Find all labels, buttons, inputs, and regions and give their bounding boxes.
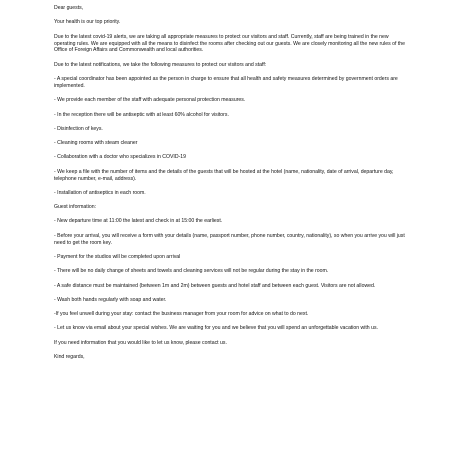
- sign-off: Kind regards,: [54, 354, 85, 361]
- closing-note: If you need information that you would like to let us know, please contact us.: [54, 339, 227, 346]
- priority-statement: Your health is our top priority.: [54, 19, 121, 26]
- measures-intro: Due to the latest notifications, we take the following measures to protect our visitors and staff:: [54, 61, 267, 68]
- guest-info-item: - Before your arrival, you will receive a form with your details (name, passport number, phone number, country, nationality), so when you arrive you will just need to get the room key.: [54, 232, 405, 246]
- measure-item: - A special coordinator has been appointed as the person in charge to ensure that all health and safety measures determined by government orders are implemented.: [54, 76, 398, 89]
- guest-info-item: - Wash both hands regularly with soap and water.: [54, 296, 167, 303]
- guest-info-item: - Payment for the studios will be completed upon arrival: [54, 253, 181, 260]
- measure-item: - In the reception there will be antiseptic with at least 60% alcohol for visitors.: [54, 111, 229, 118]
- measure-item: - Installation of antiseptics in each room.: [54, 189, 146, 196]
- guest-info-item: - There will be no daily change of sheets and towels and cleaning services will not be regular during the stay in the room.: [54, 268, 329, 275]
- measure-item: - We provide each member of the staff with adequate personal protection measures.: [54, 97, 246, 104]
- measure-item: - Disinfection of keys.: [54, 125, 103, 132]
- letter-body: [54, 5, 406, 368]
- salutation: Dear guests,: [54, 5, 84, 11]
- guest-info-item: - New departure time at 11:00 the latest and check in at 15:00 the earliest.: [54, 218, 223, 225]
- guest-info-item: - A safe distance must be maintained (between 1m and 2m) between guests and hotel staff and between each guest. Visitors are not allowed.: [54, 282, 376, 289]
- measure-item: - We keep a file with the number of items and the details of the guests that will be hosted at the hotel (name, nationality, date of arrival, departure day, telephone number, e-mail, address).: [54, 168, 394, 182]
- measure-item: - Cleaning rooms with steam cleaner: [54, 140, 138, 147]
- guest-info-item: - Let us know via email about your special wishes. We are waiting for you and we believe that you will spend an unforgettable vacation with us.: [54, 325, 378, 332]
- guest-info-item: -If you feel unwell during your stay: contact the business manager from your room for advice on what to do next.: [54, 311, 309, 318]
- measure-item: - Collaboration with a doctor who specializes in COVID-19: [54, 154, 187, 161]
- intro-paragraph: Due to the latest covid-19 alerts, we are taking all appropriate measures to protect our visitors and staff. Currently, staff are being trained in the new operating rules. We are equipped with all the means to disinfect the rooms after checking out our guests. We are closely monitoring all the new rules of the Office of Foreign Affairs and Commonwealth and local authorities.: [54, 33, 405, 54]
- guest-info-heading: Guest information:: [54, 204, 97, 211]
